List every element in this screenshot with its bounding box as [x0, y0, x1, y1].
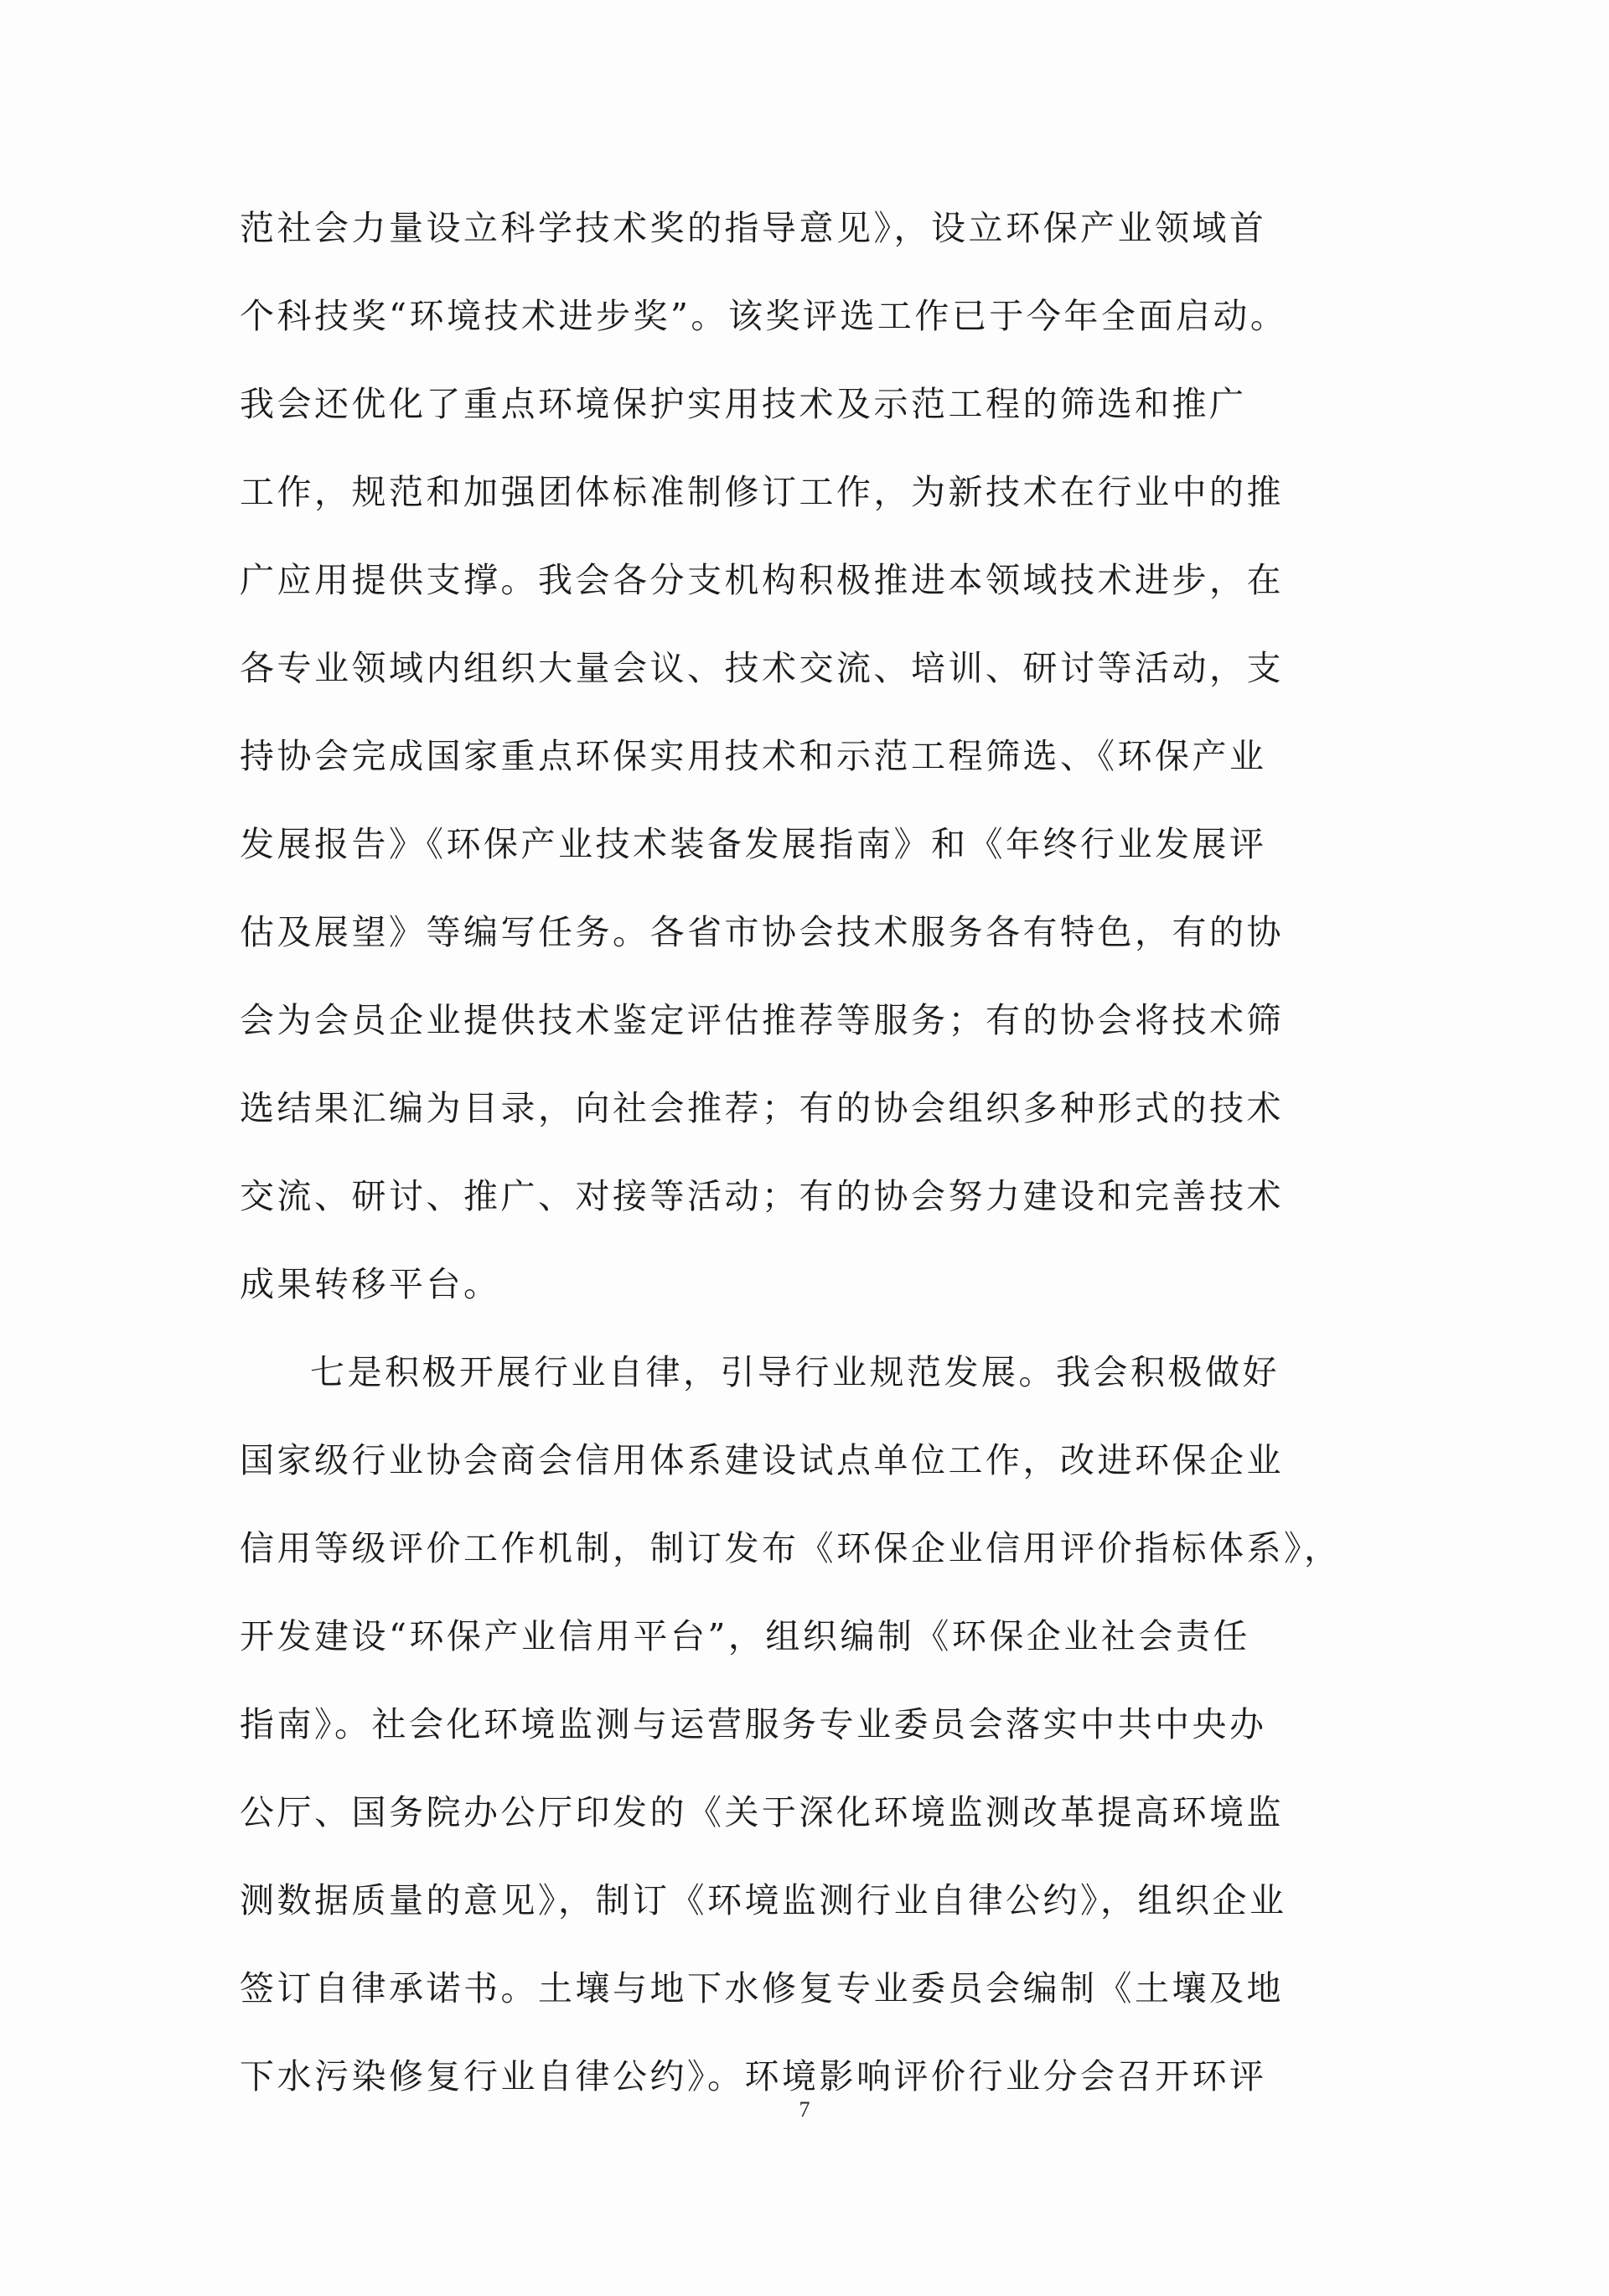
text-line: 估及展望》等编写任务。各省市协会技术服务各有特色，有的协 — [240, 912, 1284, 952]
text-line: 持协会完成国家重点环保实用技术和示范工程筛选、《环保产业 — [240, 736, 1267, 776]
text-line: 各专业领域内组织大量会议、技术交流、培训、研讨等活动，支 — [240, 648, 1284, 688]
text-line: 签订自律承诺书。土壤与地下水修复专业委员会编制《土壤及地 — [240, 1968, 1284, 2008]
text-line: 选结果汇编为目录，向社会推荐；有的协会组织多种形式的技术 — [240, 1088, 1284, 1128]
text-line: 我会还优化了重点环境保护实用技术及示范工程的筛选和推广 — [240, 384, 1247, 424]
text-line: 发展报告》《环保产业技术装备发展指南》和《年终行业发展评 — [240, 824, 1267, 864]
body-text — [240, 184, 1405, 2121]
text-line: 交流、研讨、推广、对接等活动；有的协会努力建设和完善技术 — [240, 1176, 1284, 1216]
text-line: 会为会员企业提供技术鉴定评估推荐等服务；有的协会将技术筛 — [240, 1000, 1284, 1040]
text-line: 信用等级评价工作机制，制订发布《环保企业信用评价指标体系》， — [240, 1528, 1342, 1568]
text-line: 个科技奖“环境技术进步奖”。该奖评选工作已于今年全面启动。 — [240, 296, 1288, 336]
text-line: 国家级行业协会商会信用体系建设试点单位工作，改进环保企业 — [240, 1440, 1284, 1480]
text-line: 指南》。社会化环境监测与运营服务专业委员会落实中共中央办 — [240, 1704, 1267, 1744]
text-line: 测数据质量的意见》，制订《环境监测行业自律公约》，组织企业 — [240, 1880, 1287, 1920]
text-line: 七是积极开展行业自律，引导行业规范发展。我会积极做好 — [310, 1352, 1280, 1392]
text-line: 下水污染修复行业自律公约》。环境影响评价行业分会召开环评 — [240, 2056, 1267, 2096]
text-line: 范社会力量设立科学技术奖的指导意见》，设立环保产业领域首 — [240, 208, 1267, 248]
text-line: 公厅、国务院办公厅印发的《关于深化环境监测改革提高环境监 — [240, 1792, 1284, 1832]
text-line: 开发建设“环保产业信用平台”，组织编制《环保企业社会责任 — [240, 1616, 1250, 1656]
page-number: 7 — [799, 2097, 810, 2122]
text-line: 广应用提供支撑。我会各分支机构积极推进本领域技术进步，在 — [240, 560, 1284, 600]
text-line: 成果转移平台。 — [240, 1264, 501, 1304]
text-line: 工作，规范和加强团体标准制修订工作，为新技术在行业中的推 — [240, 472, 1284, 512]
